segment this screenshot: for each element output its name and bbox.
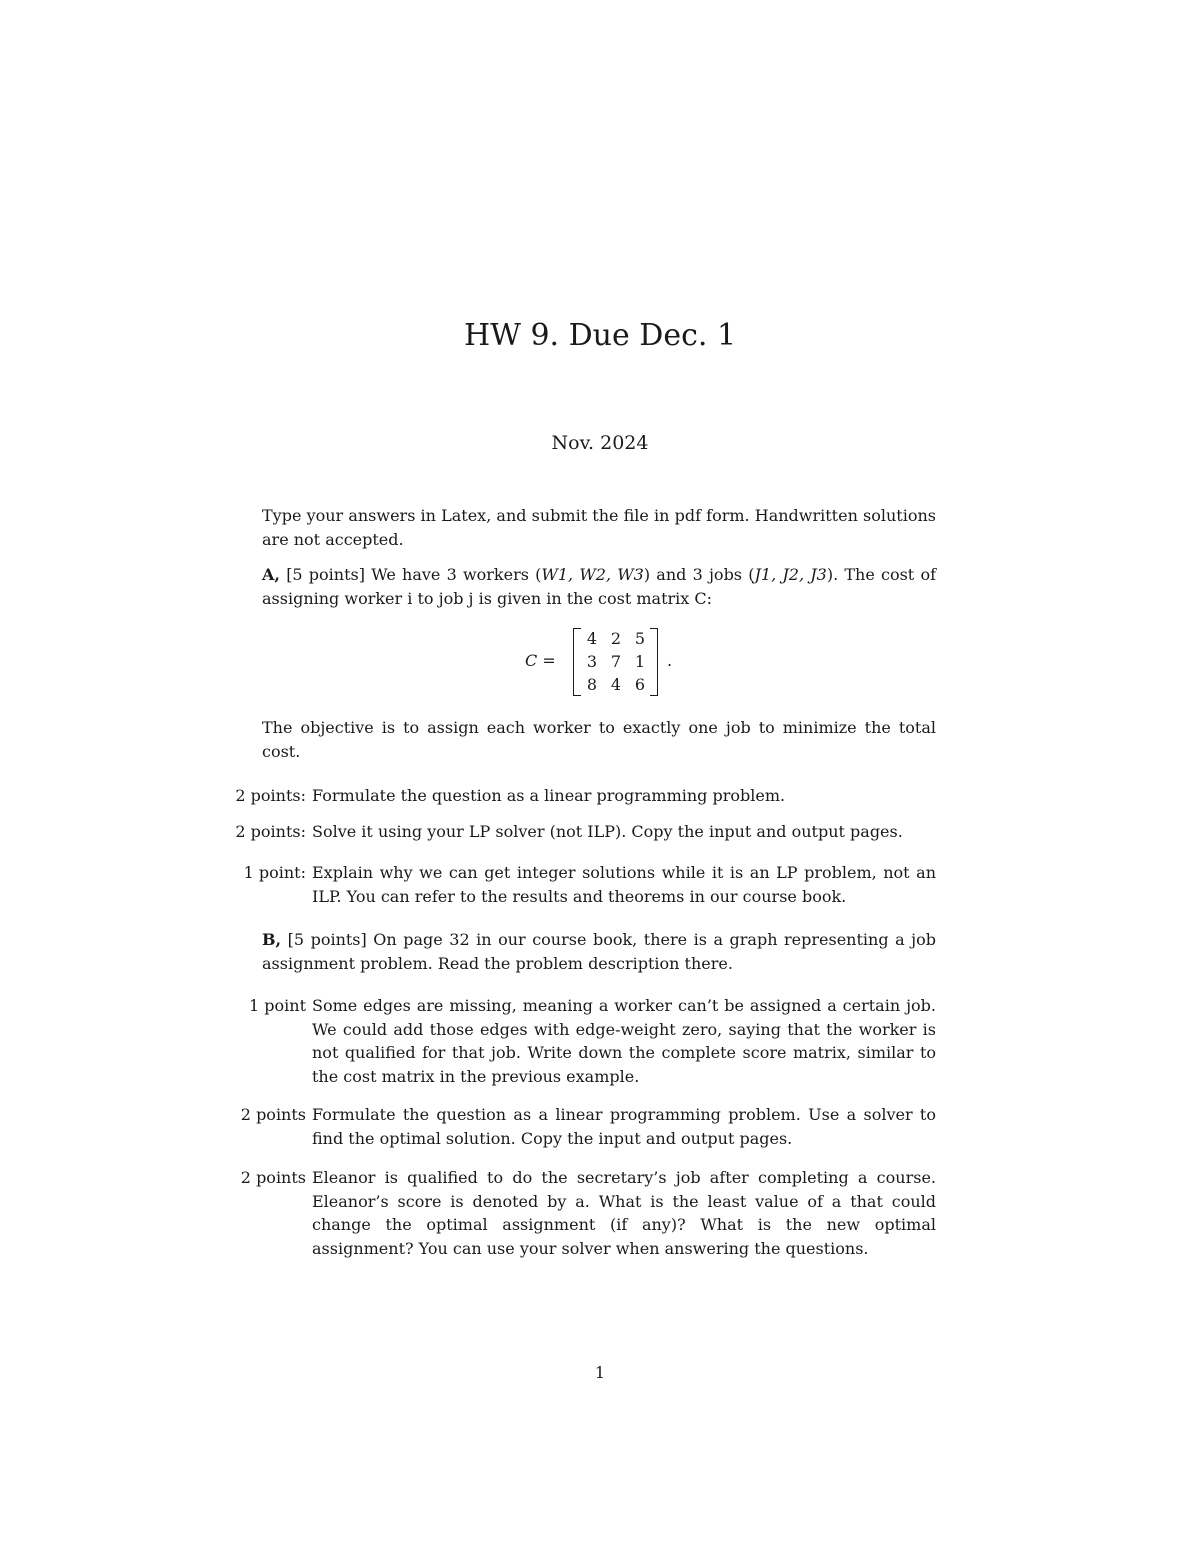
matrix-cell: 5 (634, 629, 646, 648)
part-a-paragraph (262, 563, 936, 610)
document-title: HW 9. Due Dec. 1 (463, 318, 737, 353)
item-text: Explain why we can get integer solutions while it is an LP problem, not an ILP. You can refer to the results and theorems in our course book. (312, 863, 936, 906)
matrix-cell: 2 (610, 629, 622, 648)
matrix-cell: 8 (586, 675, 598, 694)
document-date: Nov. 2024 (551, 432, 649, 454)
matrix-cell: 4 (586, 629, 598, 648)
worker-variables: W1, W2, W3 (541, 565, 644, 584)
matrix-right-bracket (650, 628, 658, 696)
item-text: Formulate the question as a linear programming problem. (312, 786, 786, 805)
matrix-cell: 1 (634, 652, 646, 671)
part-a-heading: A, (262, 565, 280, 584)
item-text: Some edges are missing, meaning a worker can’t be assigned a certain job. We could add those edges with edge-weight zero, saying that the worker is not qualified for that job. Write down the complete score matrix, similar to the cost matrix in the previous example. (312, 996, 936, 1086)
matrix-row (580, 627, 652, 650)
matrix-row (580, 673, 652, 696)
part-a-text-1: We have 3 workers ( (371, 565, 542, 584)
matrix-period: . (667, 651, 673, 670)
objective-paragraph: The objective is to assign each worker to exactly one job to minimize the total cost. (262, 718, 936, 761)
item-points-label: 2 points: (235, 786, 306, 805)
part-b-text: On page 32 in our course book, there is a graph representing a job assignment problem. Read the problem description there. (262, 930, 937, 973)
item-points-label: 1 point (249, 996, 306, 1015)
item-points-label: 2 points (240, 1105, 306, 1124)
matrix-cell: 7 (610, 652, 622, 671)
intro-paragraph: Type your answers in Latex, and submit the file in pdf form. Handwritten solutions are not accepted. (262, 506, 936, 549)
part-a-text-2: ) and 3 jobs ( (643, 565, 755, 584)
part-a-points: [5 points] (286, 565, 365, 584)
part-b-paragraph (262, 928, 936, 975)
item-points-label: 2 points: (235, 822, 306, 841)
item-text: Formulate the question as a linear programming problem. Use a solver to find the optimal solution. Copy the input and output pages. (312, 1105, 936, 1148)
part-b-heading: B, (262, 930, 282, 949)
matrix-cell: 3 (586, 652, 598, 671)
matrix-cell: 6 (634, 675, 646, 694)
item-text: Solve it using your LP solver (not ILP). Copy the input and output pages. (312, 822, 903, 841)
item-points-label: 1 point: (243, 863, 306, 882)
item-text: Eleanor is qualified to do the secretary’s job after completing a course. Eleanor’s score is denoted by a. What is the least value of a that could change the optimal assignment (if any)? What is the new optimal assignment? You can use your solver when answering the questions. (312, 1168, 936, 1258)
job-variables: J1, J2, J3 (754, 565, 827, 584)
part-a-text-3: ). The cost of assigning worker i to job j is given in the cost matrix C: (262, 565, 936, 608)
item-points-label: 2 points (240, 1168, 306, 1187)
part-b-points: [5 points] (287, 930, 367, 949)
matrix-row (580, 650, 652, 673)
matrix-grid (580, 627, 652, 696)
matrix-label: C = (525, 651, 556, 670)
matrix-cell: 4 (610, 675, 622, 694)
cost-matrix (0, 624, 1200, 700)
page-number: 1 (594, 1363, 606, 1382)
